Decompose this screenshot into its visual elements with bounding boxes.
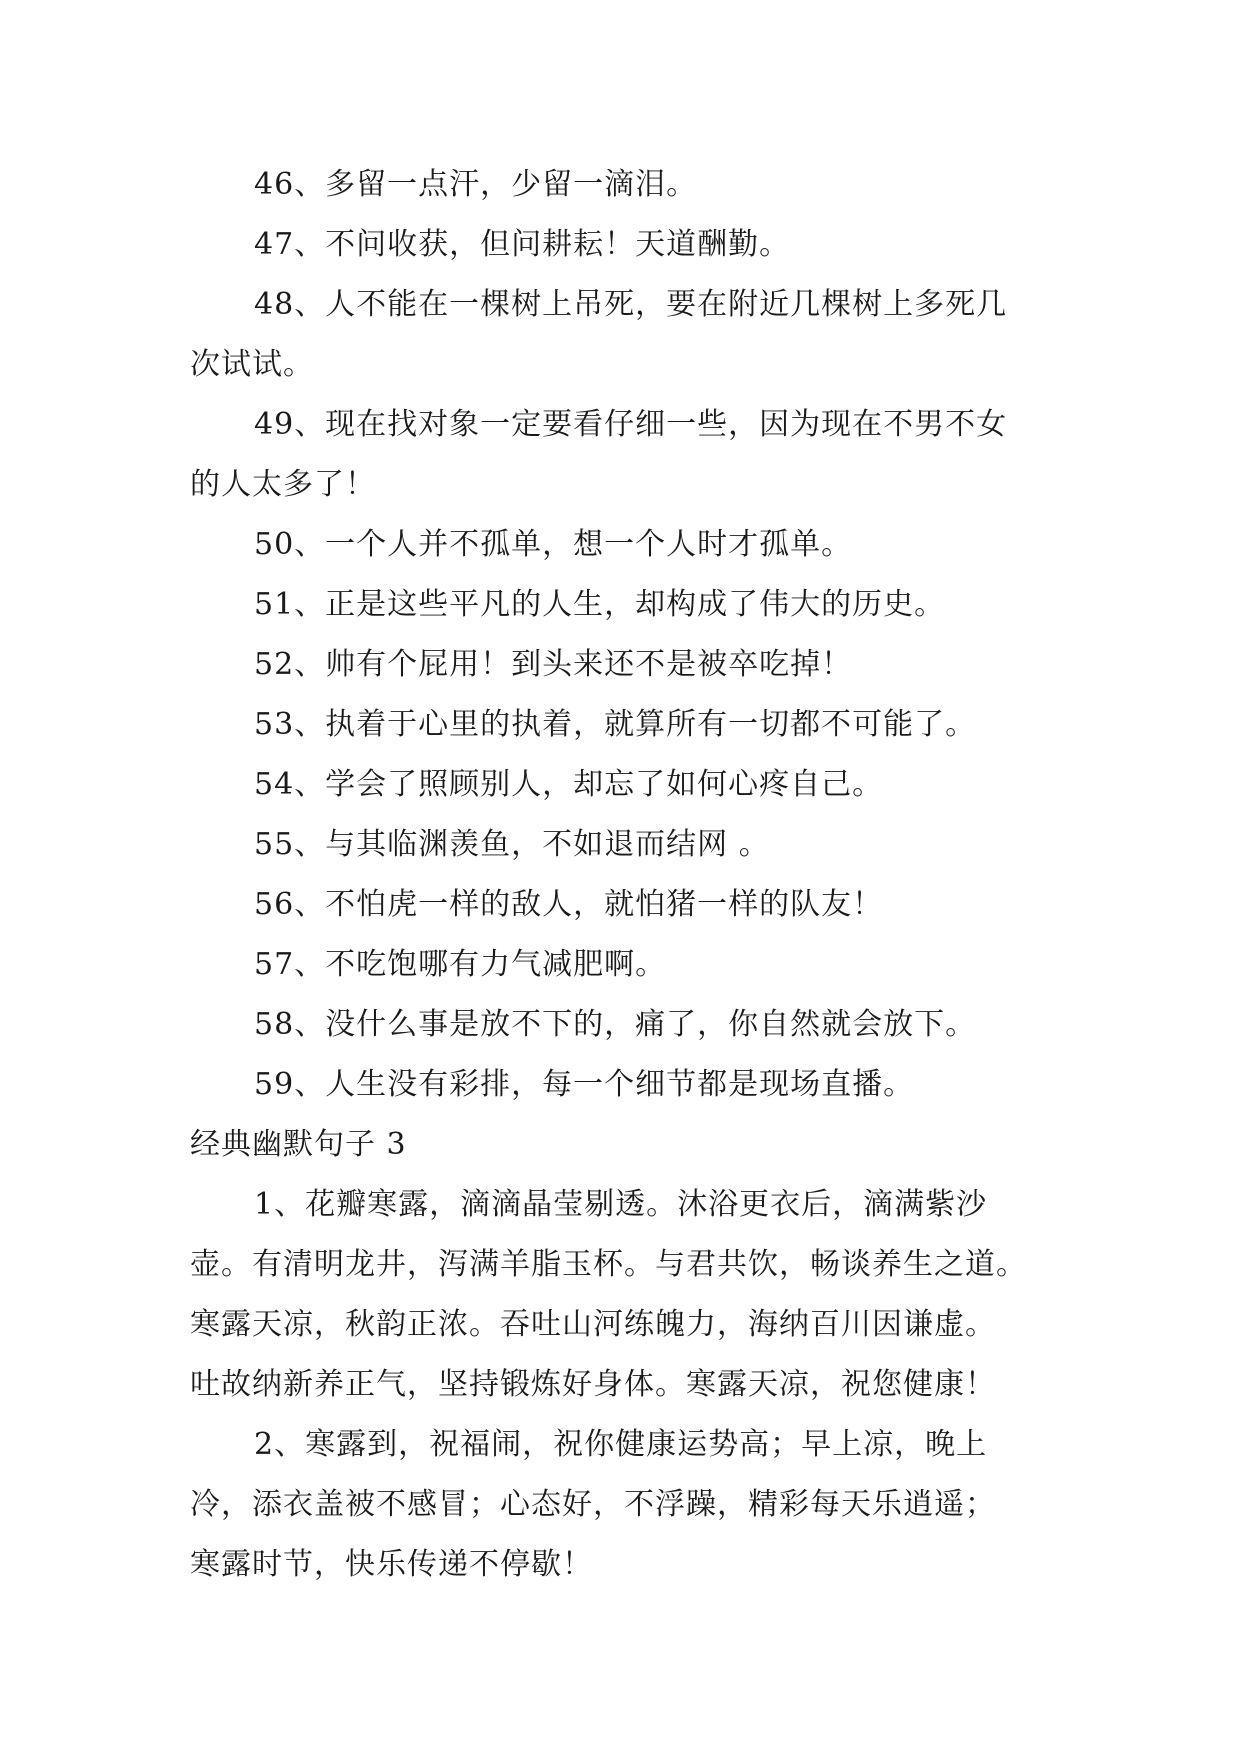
text-line: 59、人生没有彩排，每一个细节都是现场直播。 [254,1067,915,1102]
text-line: 54、学会了照顾别人，却忘了如何心疼自己。 [254,767,884,802]
text-line: 53、执着于心里的执着，就算所有一切都不可能了。 [254,707,977,742]
text-line: 吐故纳新养正气，坚持锻炼好身体。寒露天凉，祝您健康！ [190,1367,996,1402]
text-line: 49、现在找对象一定要看仔细一些，因为现在不男不女 [254,407,1008,442]
entries-list-after [190,1175,1050,1595]
text-line: 47、不问收获，但问耕耘！天道酬勤。 [254,227,791,262]
document-page [190,155,1050,1595]
text-line: 56、不怕虎一样的敌人，就怕猪一样的队友！ [254,887,884,922]
text-line: 52、帅有个屁用！到头来还不是被卒吃掉！ [254,647,853,682]
text-line: 46、多留一点汗，少留一滴泪。 [254,167,698,202]
entries-list-before [190,155,1050,1115]
text-line: 次试试。 [190,347,314,382]
text-line: 2、寒露到，祝福闹，祝你健康运势高；早上凉，晚上 [254,1427,988,1462]
text-line: 寒露天凉，秋韵正浓。吞吐山河练魄力，海纳百川因谦虚。 [190,1307,996,1342]
text-line: 1、花瓣寒露，滴滴晶莹剔透。沐浴更衣后，滴满紫沙 [254,1187,988,1222]
text-line: 寒露时节，快乐传递不停歇！ [190,1547,593,1582]
section-heading: 经典幽默句子 3 [190,1127,407,1162]
text-line: 48、人不能在一棵树上吊死，要在附近几棵树上多死几 [254,287,1008,322]
text-line: 的人太多了！ [190,467,376,502]
text-line: 51、正是这些平凡的人生，却构成了伟大的历史。 [254,587,946,622]
text-line: 壶。有清明龙井，泻满羊脂玉杯。与君共饮，畅谈养生之道。 [190,1247,1027,1282]
text-line: 57、不吃饱哪有力气减肥啊。 [254,947,667,982]
text-line: 58、没什么事是放不下的，痛了，你自然就会放下。 [254,1007,977,1042]
text-line: 55、与其临渊羡鱼，不如退而结网 。 [254,827,770,862]
text-line: 冷，添衣盖被不感冒；心态好，不浮躁，精彩每天乐逍遥； [190,1487,996,1522]
text-line: 50、一个人并不孤单，想一个人时才孤单。 [254,527,853,562]
